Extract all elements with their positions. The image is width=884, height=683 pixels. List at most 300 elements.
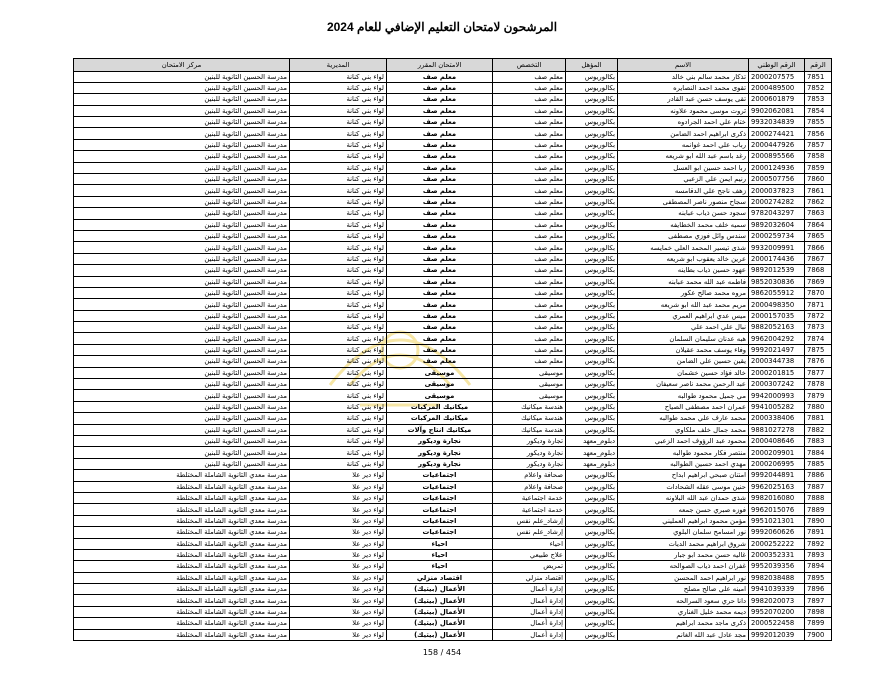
qualification-cell: بكالوريوس (566, 629, 618, 640)
directorate-cell: لواء بني كنانة (290, 128, 387, 139)
candidate-name-cell: حنين موسى عقله الشحادات (618, 481, 749, 492)
qualification-cell: بكالوريوس (566, 139, 618, 150)
row-number-cell: 7870 (805, 287, 832, 298)
national-id-cell: 2000252222 (749, 538, 805, 549)
row-number-cell: 7851 (805, 71, 832, 82)
candidate-name-cell: نور امسامح سلمان البلوي (618, 527, 749, 538)
national-id-cell: 9992012039 (749, 629, 805, 640)
candidate-name-cell: مريم محمد عبد الله ابو شريعه (618, 299, 749, 310)
scheduled-exam-cell: احياء (387, 538, 493, 549)
national-id-cell: 2000157035 (749, 310, 805, 321)
qualification-cell: بكالوريوس (566, 105, 618, 116)
table-row (74, 629, 832, 640)
qualification-cell: بكالوريوس (566, 344, 618, 355)
row-number-cell: 7862 (805, 196, 832, 207)
scheduled-exam-cell: معلم صف (387, 174, 493, 185)
national-id-cell: 2000352331 (749, 549, 805, 560)
exam-center-cell: مدرسة الحسين الثانوية للبنين (74, 230, 290, 241)
scheduled-exam-cell: موسيقى (387, 390, 493, 401)
candidate-name-cell: ميس عدي ابراهيم العمري (618, 310, 749, 321)
table-row (74, 458, 832, 469)
specialization-cell: معلم صف (493, 71, 566, 82)
specialization-cell: معلم صف (493, 105, 566, 116)
national-id-cell: 9892012539 (749, 265, 805, 276)
specialization-cell: إدارة أعمال (493, 606, 566, 617)
qualification-cell: دبلوم_معهد (566, 436, 618, 447)
specialization-cell: صحافة واعلام (493, 470, 566, 481)
row-number-cell: 7882 (805, 424, 832, 435)
candidate-name-cell: عهود حسين ذياب بطاينه (618, 265, 749, 276)
table-row (74, 174, 832, 185)
directorate-cell: لواء بني كنانة (290, 458, 387, 469)
row-number-cell: 7867 (805, 253, 832, 264)
table-body (74, 71, 832, 641)
specialization-cell: اقتصاد منزلي (493, 572, 566, 583)
specialization-cell: معلم صف (493, 333, 566, 344)
specialization-cell: معلم صف (493, 139, 566, 150)
qualification-cell: بكالوريوس (566, 561, 618, 572)
table-row (74, 276, 832, 287)
table-row (74, 470, 832, 481)
table-row (74, 219, 832, 230)
candidate-name-cell: سندس وائل فوزي مصطفى (618, 230, 749, 241)
specialization-cell: معلم صف (493, 174, 566, 185)
row-number-cell: 7856 (805, 128, 832, 139)
row-number-cell: 7894 (805, 561, 832, 572)
specialization-cell: معلم صف (493, 117, 566, 128)
row-number-cell: 7881 (805, 413, 832, 424)
candidate-name-cell: سجود حسن ذياب عبابنه (618, 208, 749, 219)
candidate-name-cell: ختام علي احمد الجرادوه (618, 117, 749, 128)
candidate-name-cell: عمران احمد مصطفى الصياح (618, 401, 749, 412)
column-header: الرقم (805, 59, 832, 72)
specialization-cell: صحافة واعلام (493, 481, 566, 492)
directorate-cell: لواء دير علا (290, 481, 387, 492)
scheduled-exam-cell: معلم صف (387, 185, 493, 196)
directorate-cell: لواء بني كنانة (290, 139, 387, 150)
directorate-cell: لواء بني كنانة (290, 151, 387, 162)
national-id-cell: 9951021301 (749, 515, 805, 526)
specialization-cell: تمريض (493, 561, 566, 572)
directorate-cell: لواء بني كنانة (290, 185, 387, 196)
candidate-name-cell: ذكرى ابراهيم احمد الضامن (618, 128, 749, 139)
specialization-cell: إدارة أعمال (493, 618, 566, 629)
qualification-cell: بكالوريوس (566, 470, 618, 481)
national-id-cell: 9982020073 (749, 595, 805, 606)
row-number-cell: 7879 (805, 390, 832, 401)
scheduled-exam-cell: معلم صف (387, 242, 493, 253)
column-header: الامتحان المقرر (387, 59, 493, 72)
national-id-cell: 2000601879 (749, 94, 805, 105)
qualification-cell: بكالوريوس (566, 356, 618, 367)
scheduled-exam-cell: نجارة وديكور (387, 447, 493, 458)
scheduled-exam-cell: معلم صف (387, 82, 493, 93)
scheduled-exam-cell: معلم صف (387, 310, 493, 321)
table-row (74, 71, 832, 82)
scheduled-exam-cell: معلم صف (387, 94, 493, 105)
directorate-cell: لواء بني كنانة (290, 196, 387, 207)
qualification-cell: بكالوريوس (566, 276, 618, 287)
scheduled-exam-cell: موسيقى (387, 367, 493, 378)
specialization-cell: معلم صف (493, 310, 566, 321)
specialization-cell: معلم صف (493, 185, 566, 196)
row-number-cell: 7865 (805, 230, 832, 241)
row-number-cell: 7878 (805, 379, 832, 390)
national-id-cell: 2000522458 (749, 618, 805, 629)
exam-center-cell: مدرسة الحسين الثانوية للبنين (74, 287, 290, 298)
exam-center-cell: مدرسة الحسين الثانوية للبنين (74, 162, 290, 173)
specialization-cell: معلم صف (493, 276, 566, 287)
directorate-cell: لواء دير علا (290, 572, 387, 583)
exam-center-cell: مدرسة الحسين الثانوية للبنين (74, 299, 290, 310)
scheduled-exam-cell: معلم صف (387, 276, 493, 287)
exam-center-cell: مدرسة الحسين الثانوية للبنين (74, 219, 290, 230)
national-id-cell: 2000174436 (749, 253, 805, 264)
table-row (74, 310, 832, 321)
national-id-cell: 9941039339 (749, 584, 805, 595)
candidate-name-cell: ذكرى ماجد محمد ابراهيم (618, 618, 749, 629)
scheduled-exam-cell: اجتماعيات (387, 481, 493, 492)
column-header: الاسم (618, 59, 749, 72)
candidate-name-cell: عرين خالد يعقوب ابو شريعه (618, 253, 749, 264)
table-row (74, 105, 832, 116)
row-number-cell: 7876 (805, 356, 832, 367)
table-row (74, 527, 832, 538)
qualification-cell: بكالوريوس (566, 572, 618, 583)
candidate-name-cell: محمد عارف علي محمد طوالبه (618, 413, 749, 424)
candidate-name-cell: مروه محمد صالح عكور (618, 287, 749, 298)
scheduled-exam-cell: معلم صف (387, 253, 493, 264)
specialization-cell: نجارة وديكور (493, 447, 566, 458)
qualification-cell: بكالوريوس (566, 424, 618, 435)
national-id-cell: 9982016080 (749, 492, 805, 503)
national-id-cell: 9862055912 (749, 287, 805, 298)
scheduled-exam-cell: موسيقى (387, 379, 493, 390)
exam-center-cell: مدرسة معدي الثانوية الشاملة المختلطة (74, 527, 290, 538)
exam-center-cell: مدرسة الحسين الثانوية للبنين (74, 105, 290, 116)
national-id-cell: 2000447926 (749, 139, 805, 150)
row-number-cell: 7875 (805, 344, 832, 355)
directorate-cell: لواء بني كنانة (290, 174, 387, 185)
national-id-cell: 2000307242 (749, 379, 805, 390)
row-number-cell: 7886 (805, 470, 832, 481)
row-number-cell: 7883 (805, 436, 832, 447)
specialization-cell: موسيقى (493, 390, 566, 401)
directorate-cell: لواء بني كنانة (290, 299, 387, 310)
candidate-name-cell: رنيم ايمن علي الزعبي (618, 174, 749, 185)
table-row (74, 265, 832, 276)
row-number-cell: 7889 (805, 504, 832, 515)
candidate-name-cell: منتصر فكار محمود طوالبه (618, 447, 749, 458)
table-row (74, 230, 832, 241)
specialization-cell: خدمة اجتماعية (493, 504, 566, 515)
row-number-cell: 7866 (805, 242, 832, 253)
scheduled-exam-cell: الأعمال (بيتيك) (387, 584, 493, 595)
directorate-cell: لواء بني كنانة (290, 162, 387, 173)
directorate-cell: لواء بني كنانة (290, 356, 387, 367)
table-row (74, 492, 832, 503)
candidate-name-cell: شروق ابراهيم محمد الديات (618, 538, 749, 549)
qualification-cell: بكالوريوس (566, 82, 618, 93)
table-row (74, 481, 832, 492)
candidate-name-cell: مؤمن محمود ابراهيم العمليني (618, 515, 749, 526)
national-id-cell: 9882052163 (749, 322, 805, 333)
exam-center-cell: مدرسة معدي الثانوية الشاملة المختلطة (74, 618, 290, 629)
exam-center-cell: مدرسة الحسين الثانوية للبنين (74, 276, 290, 287)
table-row (74, 94, 832, 105)
table-row (74, 504, 832, 515)
exam-center-cell: مدرسة الحسين الثانوية للبنين (74, 401, 290, 412)
table-row (74, 322, 832, 333)
row-number-cell: 7857 (805, 139, 832, 150)
candidate-name-cell: نبال علي احمد علي (618, 322, 749, 333)
exam-center-cell: مدرسة معدي الثانوية الشاملة المختلطة (74, 629, 290, 640)
candidate-name-cell: هبه عدنان سليمان السلمان (618, 333, 749, 344)
table-row (74, 618, 832, 629)
exam-center-cell: مدرسة الحسين الثانوية للبنين (74, 367, 290, 378)
qualification-cell: بكالوريوس (566, 481, 618, 492)
scheduled-exam-cell: احياء (387, 549, 493, 560)
directorate-cell: لواء بني كنانة (290, 94, 387, 105)
scheduled-exam-cell: اجتماعيات (387, 470, 493, 481)
exam-center-cell: مدرسة الحسين الثانوية للبنين (74, 322, 290, 333)
national-id-cell: 2000209901 (749, 447, 805, 458)
specialization-cell: معلم صف (493, 230, 566, 241)
exam-center-cell: مدرسة الحسين الثانوية للبنين (74, 128, 290, 139)
qualification-cell: بكالوريوس (566, 253, 618, 264)
exam-center-cell: مدرسة معدي الثانوية الشاملة المختلطة (74, 538, 290, 549)
specialization-cell: إدارة أعمال (493, 584, 566, 595)
national-id-cell: 2000344738 (749, 356, 805, 367)
scheduled-exam-cell: معلم صف (387, 344, 493, 355)
exam-center-cell: مدرسة الحسين الثانوية للبنين (74, 208, 290, 219)
specialization-cell: إدارة أعمال (493, 629, 566, 640)
qualification-cell: بكالوريوس (566, 595, 618, 606)
directorate-cell: لواء دير علا (290, 606, 387, 617)
column-header: المديرية (290, 59, 387, 72)
scheduled-exam-cell: ميكانيك المركبات (387, 401, 493, 412)
directorate-cell: لواء بني كنانة (290, 208, 387, 219)
national-id-cell: 2000274421 (749, 128, 805, 139)
qualification-cell: بكالوريوس (566, 527, 618, 538)
row-number-cell: 7877 (805, 367, 832, 378)
directorate-cell: لواء دير علا (290, 538, 387, 549)
exam-center-cell: مدرسة معدي الثانوية الشاملة المختلطة (74, 561, 290, 572)
row-number-cell: 7874 (805, 333, 832, 344)
row-number-cell: 7900 (805, 629, 832, 640)
specialization-cell: احياء (493, 538, 566, 549)
candidate-name-cell: محمود عبد الرؤوف احمد الزعبي (618, 436, 749, 447)
exam-center-cell: مدرسة الحسين الثانوية للبنين (74, 174, 290, 185)
candidate-name-cell: تقى يوسف حسن عبد القادر (618, 94, 749, 105)
national-id-cell: 2000489500 (749, 82, 805, 93)
directorate-cell: لواء دير علا (290, 492, 387, 503)
national-id-cell: 2000206995 (749, 458, 805, 469)
row-number-cell: 7888 (805, 492, 832, 503)
table-row (74, 606, 832, 617)
scheduled-exam-cell: الأعمال (بيتيك) (387, 629, 493, 640)
candidate-name-cell: زهف ناجح علي الدقامسه (618, 185, 749, 196)
scheduled-exam-cell: معلم صف (387, 299, 493, 310)
national-id-cell: 2000498350 (749, 299, 805, 310)
exam-center-cell: مدرسة معدي الثانوية الشاملة المختلطة (74, 504, 290, 515)
exam-center-cell: مدرسة الحسين الثانوية للبنين (74, 151, 290, 162)
candidate-name-cell: ربا احمد حسين ابو العسل (618, 162, 749, 173)
qualification-cell: بكالوريوس (566, 492, 618, 503)
directorate-cell: لواء دير علا (290, 527, 387, 538)
national-id-cell: 2000895566 (749, 151, 805, 162)
national-id-cell: 2000124936 (749, 162, 805, 173)
exam-center-cell: مدرسة الحسين الثانوية للبنين (74, 253, 290, 264)
specialization-cell: معلم صف (493, 128, 566, 139)
national-id-cell: 9992060626 (749, 527, 805, 538)
scheduled-exam-cell: ميكانيك المركبات (387, 413, 493, 424)
specialization-cell: معلم صف (493, 162, 566, 173)
candidate-name-cell: مجد عادل عبد الله الغانم (618, 629, 749, 640)
scheduled-exam-cell: الأعمال (بيتيك) (387, 606, 493, 617)
table-row (74, 584, 832, 595)
candidate-name-cell: غفران احمد ذياب الصوالحه (618, 561, 749, 572)
exam-center-cell: مدرسة الحسين الثانوية للبنين (74, 265, 290, 276)
candidate-name-cell: رباب علي احمد غوانمه (618, 139, 749, 150)
qualification-cell: بكالوريوس (566, 128, 618, 139)
directorate-cell: لواء دير علا (290, 584, 387, 595)
scheduled-exam-cell: معلم صف (387, 356, 493, 367)
specialization-cell: هندسة ميكانيك (493, 424, 566, 435)
exam-center-cell: مدرسة الحسين الثانوية للبنين (74, 424, 290, 435)
candidate-name-cell: امينه علي صالح مصلح (618, 584, 749, 595)
exam-center-cell: مدرسة معدي الثانوية الشاملة المختلطة (74, 549, 290, 560)
specialization-cell: معلم صف (493, 196, 566, 207)
row-number-cell: 7897 (805, 595, 832, 606)
national-id-cell: 2000408646 (749, 436, 805, 447)
qualification-cell: بكالوريوس (566, 310, 618, 321)
table-row (74, 515, 832, 526)
qualification-cell: بكالوريوس (566, 287, 618, 298)
table-row (74, 185, 832, 196)
scheduled-exam-cell: اقتصاد منزلي (387, 572, 493, 583)
qualification-cell: بكالوريوس (566, 94, 618, 105)
exam-center-cell: مدرسة الحسين الثانوية للبنين (74, 447, 290, 458)
directorate-cell: لواء دير علا (290, 629, 387, 640)
specialization-cell: معلم صف (493, 208, 566, 219)
table-row (74, 401, 832, 412)
table-row (74, 356, 832, 367)
national-id-cell: 9941005282 (749, 401, 805, 412)
directorate-cell: لواء بني كنانة (290, 344, 387, 355)
scheduled-exam-cell: اجتماعيات (387, 504, 493, 515)
qualification-cell: بكالوريوس (566, 618, 618, 629)
table-row (74, 538, 832, 549)
table-row (74, 128, 832, 139)
national-id-cell: 2000338406 (749, 413, 805, 424)
row-number-cell: 7891 (805, 527, 832, 538)
national-id-cell: 2000201815 (749, 367, 805, 378)
national-id-cell: 9992021497 (749, 344, 805, 355)
table-row (74, 390, 832, 401)
row-number-cell: 7858 (805, 151, 832, 162)
specialization-cell: معلم صف (493, 344, 566, 355)
directorate-cell: لواء دير علا (290, 504, 387, 515)
table-row (74, 436, 832, 447)
table-row (74, 549, 832, 560)
candidate-name-cell: ثروت موسى محمود علاونه (618, 105, 749, 116)
candidate-name-cell: مهدي احمد حسين الطوالبه (618, 458, 749, 469)
candidate-name-cell: فوزه صبري حسن جمعه (618, 504, 749, 515)
row-number-cell: 7890 (805, 515, 832, 526)
scheduled-exam-cell: معلم صف (387, 208, 493, 219)
specialization-cell: خدمة اجتماعية (493, 492, 566, 503)
directorate-cell: لواء بني كنانة (290, 117, 387, 128)
national-id-cell: 9952039356 (749, 561, 805, 572)
row-number-cell: 7899 (805, 618, 832, 629)
directorate-cell: لواء دير علا (290, 549, 387, 560)
directorate-cell: لواء دير علا (290, 515, 387, 526)
national-id-cell: 2000274282 (749, 196, 805, 207)
qualification-cell: بكالوريوس (566, 367, 618, 378)
directorate-cell: لواء بني كنانة (290, 322, 387, 333)
directorate-cell: لواء بني كنانة (290, 219, 387, 230)
candidate-name-cell: عبد الرحمن محمد ناصر سعيفان (618, 379, 749, 390)
candidate-name-cell: يقين حسين علي الضامن (618, 356, 749, 367)
specialization-cell: معلم صف (493, 253, 566, 264)
directorate-cell: لواء بني كنانة (290, 447, 387, 458)
candidate-name-cell: ديمه محمد خليل الغناري (618, 606, 749, 617)
candidate-name-cell: سجاح منصور ناصر المصطفى (618, 196, 749, 207)
scheduled-exam-cell: معلم صف (387, 196, 493, 207)
column-header: التخصص (493, 59, 566, 72)
qualification-cell: بكالوريوس (566, 162, 618, 173)
scheduled-exam-cell: معلم صف (387, 71, 493, 82)
table-row (74, 572, 832, 583)
table-row (74, 333, 832, 344)
scheduled-exam-cell: نجارة وديكور (387, 436, 493, 447)
table-header-row (74, 59, 832, 72)
qualification-cell: بكالوريوس (566, 299, 618, 310)
table-row (74, 287, 832, 298)
specialization-cell: معلم صف (493, 265, 566, 276)
table-row (74, 299, 832, 310)
scheduled-exam-cell: معلم صف (387, 230, 493, 241)
qualification-cell: بكالوريوس (566, 390, 618, 401)
qualification-cell: بكالوريوس (566, 538, 618, 549)
specialization-cell: معلم صف (493, 299, 566, 310)
qualification-cell: بكالوريوس (566, 504, 618, 515)
scheduled-exam-cell: معلم صف (387, 219, 493, 230)
row-number-cell: 7854 (805, 105, 832, 116)
specialization-cell: إدارة أعمال (493, 595, 566, 606)
exam-center-cell: مدرسة معدي الثانوية الشاملة المختلطة (74, 572, 290, 583)
table-row (74, 117, 832, 128)
row-number-cell: 7887 (805, 481, 832, 492)
specialization-cell: إرشاد_علم نفس (493, 515, 566, 526)
national-id-cell: 9962015076 (749, 504, 805, 515)
specialization-cell: علاج طبيعي (493, 549, 566, 560)
directorate-cell: لواء بني كنانة (290, 413, 387, 424)
specialization-cell: هندسة ميكانيك (493, 401, 566, 412)
scheduled-exam-cell: معلم صف (387, 287, 493, 298)
candidate-name-cell: سميه خلف محمد الخطايفه (618, 219, 749, 230)
directorate-cell: لواء دير علا (290, 618, 387, 629)
table-row (74, 424, 832, 435)
table-row (74, 447, 832, 458)
scheduled-exam-cell: معلم صف (387, 151, 493, 162)
scheduled-exam-cell: اجتماعيات (387, 527, 493, 538)
exam-center-cell: مدرسة الحسين الثانوية للبنين (74, 379, 290, 390)
national-id-cell: 9942000993 (749, 390, 805, 401)
specialization-cell: معلم صف (493, 356, 566, 367)
column-header: الرقم الوطني (749, 59, 805, 72)
